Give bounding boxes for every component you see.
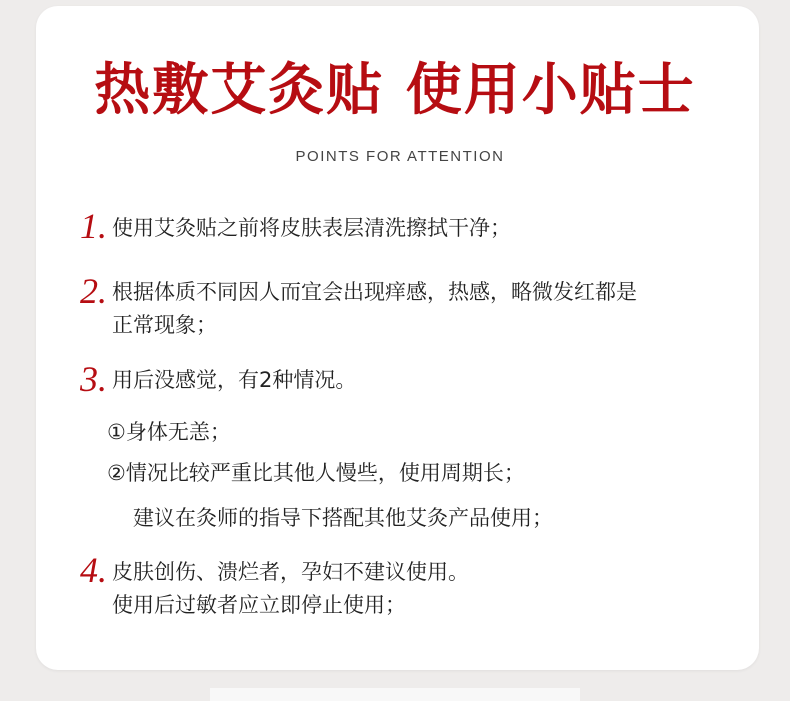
page-subtitle: POINTS FOR ATTENTION [295, 148, 505, 165]
point-3-sub-item-3: 建议在灸师的指导下搭配其他艾灸产品使用； [133, 506, 553, 530]
point-3-sub-item-1: ①身体无恙； [107, 420, 231, 444]
point-3-number: 3. [80, 359, 107, 399]
point-2-number: 2. [80, 271, 107, 311]
point-4-line-1: 皮肤创伤、溃烂者，孕妇不建议使用。 [112, 560, 469, 584]
point-4-line-2: 使用后过敏者应立即停止使用； [112, 593, 406, 617]
point-2-line-2: 正常现象； [112, 313, 217, 337]
point-3-sub-item-2: ②情况比较严重比其他人慢些，使用周期长； [107, 461, 525, 485]
page-title: 热敷艾灸贴 使用小贴士 [94, 58, 696, 123]
point-3-line-1: 用后没感觉，有2种情况。 [112, 368, 357, 392]
point-1-line-1: 使用艾灸贴之前将皮肤表层清洗擦拭干净； [112, 216, 511, 240]
bottom-divider [210, 688, 580, 701]
point-2-line-1: 根据体质不同因人而宜会出现痒感，热感，略微发红都是 [112, 280, 637, 304]
point-4-number: 4. [80, 550, 107, 590]
point-1-number: 1. [80, 206, 107, 246]
